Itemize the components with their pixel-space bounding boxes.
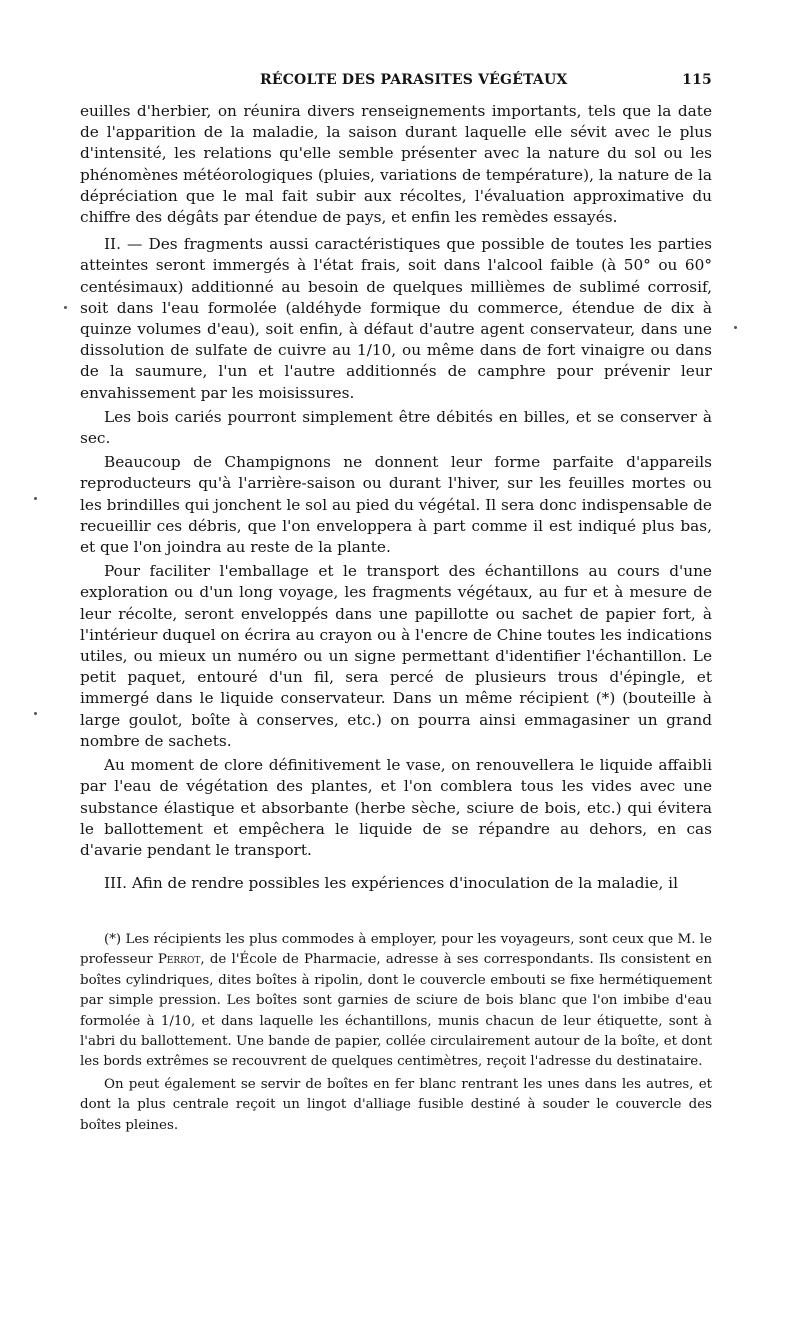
paragraph-continuation: euilles d'herbier, on réunira divers renseignements importants, tels que la date de l'apparition de la maladie, la saison durant laquelle elle sévit avec le plus d'intensité, les relations qu'elle semble présenter avec la nature du sol ou les phénomènes météorologiques (pluies, variations de température), la nature de la dépréciation que le mal fait subir aux récoltes, l'évaluation approximative du chiffre des dégâts par étendue de pays, et enfin les remèdes essayés. xyxy=(80,102,712,227)
page-number: 115 xyxy=(682,72,712,88)
paragraph-champignons: Beaucoup de Champignons ne donnent leur forme parfaite d'appareils reproducteurs qu'à l'arrière-saison ou durant l'hiver, sur les feuilles mortes ou les brindilles qui jonchent le sol au pied du végétal. Il sera donc indispensable de recueillir ces débris, que l'on enveloppera à part comme il est indiqué plus bas, et que l'on joindra au reste de la plante. xyxy=(80,453,712,557)
paragraph-emballage: Pour faciliter l'emballage et le transport des échantillons au cours d'une exploration ou d'un long voyage, les fragments végétaux, au fur et à mesure de leur récolte, seront enveloppés dans une papillotte ou sachet de papier fort, à l'intérieur duquel on écrira au crayon ou à l'encre de Chine toutes les indications utiles, ou mieux un numéro ou un signe permettant d'identifier l'échantillon. Le petit paquet, entouré d'un fil, sera percé de plusieurs trous d'épingle, et immergé dans le liquide conservateur. Dans un même récipient (*) (bouteille à large goulot, boîte à conserves, etc.) on pourra ainsi emmagasiner un grand nombre de sachets. xyxy=(80,562,712,750)
paragraph-section-iii: III. Afin de rendre possibles les expériences d'inoculation de la maladie, il xyxy=(104,874,678,893)
paragraph-bois-caries: Les bois cariés pourront simplement être débités en billes, et se conserver à sec. xyxy=(80,407,712,448)
scan-speck xyxy=(34,497,37,500)
footnote-1-name: Perrot xyxy=(157,952,201,968)
scan-speck xyxy=(34,712,37,715)
footnote-2: On peut également se servir de boîtes en fer blanc rentrant les unes dans les autres, et dont la plus centrale reçoit un lingot d'alliage fusible destiné à souder le couvercle des boîtes pleines. xyxy=(80,1076,712,1133)
scan-speck xyxy=(734,326,737,329)
footnotes xyxy=(80,930,712,1136)
paragraph-clore-vase: Au moment de clore définitivement le vase, on renouvellera le liquide affaibli par l'eau de végétation des plantes, et l'on comblera tous les vides avec une substance élastique et absorbante (herbe sèche, sciure de bois, etc.) qui évitera le ballottement et empêchera le liquide de se répandre au dehors, en cas d'avarie pendant le transport. xyxy=(80,756,712,859)
page-header xyxy=(80,72,712,94)
running-title: RÉCOLTE DES PARASITES VÉGÉTAUX xyxy=(260,72,568,88)
paragraph-section-ii: II. — Des fragments aussi caractéristiques que possible de toutes les parties atteintes seront immergés à l'état frais, soit dans l'alcool faible (à 50° ou 60° centésimaux) additionné au besoin de quelques millièmes de sublimé corrosif, soit dans l'eau formolée (aldéhyde formique du commerce, étendue de dix à quinze volumes d'eau), soit enfin, à défaut d'autre agent conservateur, dans une dissolution de sulfate de cuivre au 1/10, ou même dans de fort vinaigre ou dans de la saumure, l'un et l'autre additionnés de camphre pour prévenir leur envahissement par les moisissures. xyxy=(80,235,712,402)
scan-speck xyxy=(64,306,67,309)
footnote-1-start: (*) Les récipients les plus commodes à employer, pour les voyageurs, sont ceux que M. le professeur xyxy=(80,932,712,968)
footnote-1 xyxy=(80,930,712,1073)
footnote-1-end: , de l'École de Pharmacie, adresse à ses correspondants. Ils consistent en boîtes cylindriques, dites boîtes à ripolin, dont le couvercle embouti se fixe hermétiquement par simple pression. Les boîtes sont garnies de sciure de bois blanc que l'on imbibe d'eau formolée à 1/10, et dans laquelle les échantillons, munis chacun de leur étiquette, sont à l'abri du ballottement. Une bande de papier, collée circulairement autour de la boîte, et dont les bords extrêmes se recouvrent de quelques centimètres, reçoit l'adresse du destinataire. xyxy=(80,952,712,1070)
main-text xyxy=(80,101,712,897)
